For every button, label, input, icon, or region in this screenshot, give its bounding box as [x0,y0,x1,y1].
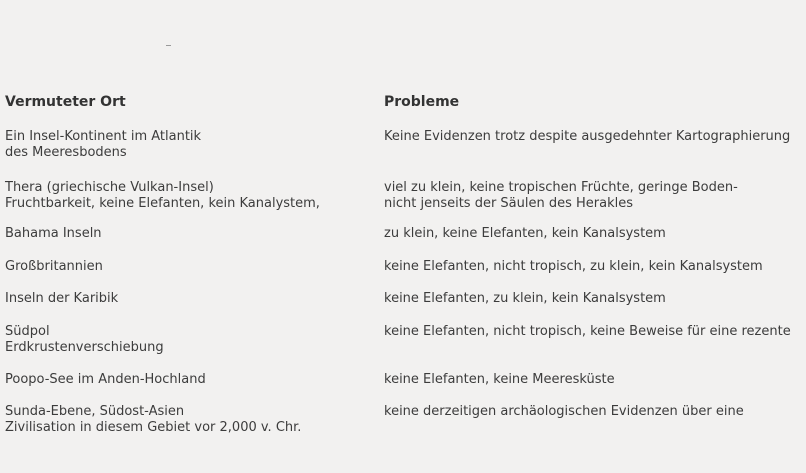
problems-cell [384,226,666,242]
location-cell [5,404,301,436]
problems-cell [384,180,738,212]
location-line: Erdkrustenverschiebung [5,340,164,355]
problems-line: zu klein, keine Elefanten, kein Kanalsystem [384,226,666,241]
location-line: Poopo-See im Anden-Hochland [5,372,206,387]
location-cell [5,129,201,161]
location-cell [5,324,164,356]
problems-cell [384,404,744,420]
problems-line: viel zu klein, keine tropischen Früchte, geringe Boden- [384,180,738,195]
location-line: Fruchtbarkeit, keine Elefanten, kein Kanalystem, [5,196,320,211]
location-line: Bahama Inseln [5,226,102,241]
problems-cell [384,372,615,388]
location-cell [5,259,103,275]
location-line: Zivilisation in diesem Gebiet vor 2,000 v. Chr. [5,420,302,435]
location-line: Südpol [5,324,50,339]
location-cell [5,180,320,212]
location-cell [5,372,206,388]
problems-cell [384,259,763,275]
header-probleme: Probleme [384,94,460,110]
problems-line: keine Elefanten, nicht tropisch, zu klein, kein Kanalsystem [384,259,763,274]
header-vermuteter-ort: Vermuteter Ort [5,94,126,110]
problems-line: nicht jenseits der Säulen des Herakles [384,196,634,211]
location-line: Inseln der Karibik [5,291,119,306]
location-line: des Meeresbodens [5,145,127,160]
location-line: Thera (griechische Vulkan-Insel) [5,180,214,195]
problems-line: keine Elefanten, nicht tropisch, keine Beweise für eine rezente [384,324,791,339]
problems-cell [384,291,666,307]
location-line: Ein Insel-Kontinent im Atlantik [5,129,202,144]
problems-cell [384,129,790,145]
scan-speck [166,45,171,46]
location-cell [5,291,118,307]
problems-line: keine derzeitigen archäologischen Evidenzen über eine [384,404,744,419]
location-cell [5,226,102,242]
problems-cell [384,324,791,340]
problems-line: keine Elefanten, keine Meeresküste [384,372,615,387]
problems-line: keine Elefanten, zu klein, kein Kanalsystem [384,291,666,306]
location-line: Sunda-Ebene, Südost-Asien [5,404,185,419]
location-line: Großbritannien [5,259,103,274]
problems-line: Keine Evidenzen trotz despite ausgedehnter Kartographierung [384,129,791,144]
